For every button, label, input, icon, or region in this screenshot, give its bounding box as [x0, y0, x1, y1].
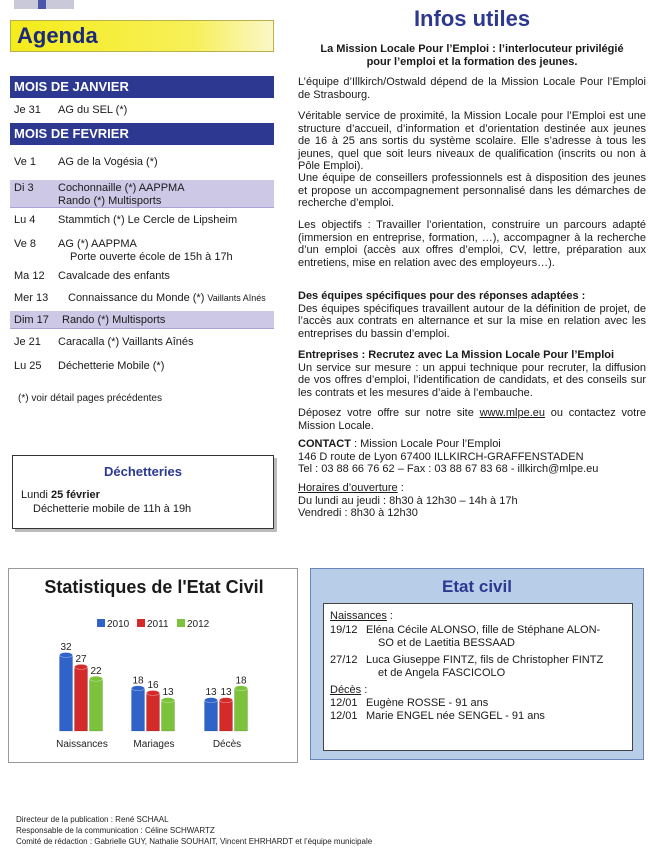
dechetteries-title: Déchetteries	[103, 464, 183, 479]
contact-line1	[298, 438, 646, 451]
agenda-date: Lu 4	[14, 214, 36, 226]
bar-chart	[9, 609, 299, 759]
naissances-heading	[330, 610, 393, 623]
naissance-text: Eléna Cécile ALONSO, fille de Stéphane ALON-	[366, 624, 601, 636]
legend-swatch-2011	[137, 619, 145, 627]
month-header-janvier: MOIS DE JANVIER	[10, 76, 274, 98]
hours-weekdays: Du lundi au jeudi : 8h30 à 12h30 – 14h à 17h	[298, 494, 518, 507]
hours-heading	[298, 482, 646, 495]
bar-Décès-2012	[235, 688, 248, 731]
deces-heading	[330, 684, 367, 697]
agenda-event: Caracalla (*) Vaillants Aînés	[58, 336, 194, 348]
agenda-event: AG du SEL (*)	[58, 104, 128, 116]
category-label: Décès	[212, 739, 242, 750]
agenda-event-text: Connaissance du Monde (*)	[68, 292, 205, 304]
agenda-date: Mer 13	[14, 292, 49, 304]
legend-label-2012: 2012	[187, 619, 210, 630]
bar-cap	[132, 686, 145, 691]
bar-Naissances-2011	[75, 667, 88, 731]
data-label: 13	[162, 687, 174, 699]
infos-paragraph	[298, 407, 646, 432]
bar-cap	[235, 686, 248, 691]
bar-Naissances-2012	[90, 679, 103, 731]
top-decoration-accent	[38, 0, 46, 9]
agenda-date: Je 21	[14, 336, 41, 348]
bar-Mariages-2012	[162, 700, 175, 731]
credit-committee: Comité de rédaction : Gabrielle GUY, Nathalie SOUHAIT, Vincent EHRHARDT et l’équipe municipale	[16, 837, 373, 846]
legend-label-2011: 2011	[147, 619, 169, 630]
hours-label: Horaires d’ouverture	[298, 482, 398, 494]
agenda-date: Ma 12	[14, 270, 45, 282]
agenda-row	[10, 156, 274, 170]
agenda-row	[10, 336, 274, 350]
bar-Mariages-2010	[132, 688, 145, 731]
agenda-row	[10, 292, 274, 306]
contact-address: 146 D route de Lyon 67400 ILLKIRCH-GRAFFENSTADEN	[298, 450, 584, 463]
agenda-event-2: Rando (*) Multisports	[58, 195, 162, 207]
infos-section	[298, 290, 646, 340]
bar-cap	[90, 676, 103, 681]
data-label: 13	[205, 687, 217, 699]
data-label: 27	[75, 653, 87, 665]
naissance-text-2: SO et de Laetitia BESSAAD	[378, 637, 515, 649]
data-label: 18	[132, 675, 144, 687]
category-label: Mariages	[133, 739, 175, 750]
agenda-date: Je 31	[14, 104, 41, 116]
bar-cap	[147, 691, 160, 696]
deces-label: Décès	[330, 684, 362, 696]
etat-civil-box	[310, 568, 644, 760]
agenda-event: Déchetterie Mobile (*)	[58, 360, 165, 372]
infos-subtitle-line1: La Mission Locale Pour l’Emploi : l’interlocuteur privilégié	[320, 43, 624, 55]
month-header-fevrier: MOIS DE FEVRIER	[10, 123, 274, 145]
legend-swatch-2012	[177, 619, 185, 627]
bar-Mariages-2011	[147, 693, 160, 731]
deces-colon: :	[361, 684, 368, 696]
hours-colon: :	[397, 482, 404, 494]
data-label: 16	[147, 680, 159, 691]
agenda-event-2: Porte ouverte école de 15h à 17h	[70, 251, 233, 263]
agenda-event: Cochonnaille (*) AAPPMA	[58, 182, 185, 194]
dechetteries-date: 25 février	[50, 489, 100, 501]
agenda-event: AG de la Vogésia (*)	[58, 156, 158, 168]
infos-paragraph: Un service sur mesure : un appui technique pour recruter, la diffusion de vos offres d’emploi, l’identification de candidats, et des conseils sur les contrats et les mesures d’aide à l’embauche.	[298, 361, 646, 399]
category-label: Naissances	[56, 739, 108, 750]
bar-Décès-2011	[220, 700, 233, 731]
chart-container	[8, 568, 298, 763]
data-label: 32	[60, 642, 72, 653]
agenda-date: Ve 8	[14, 238, 37, 250]
naissance-date: 19/12	[330, 624, 358, 636]
infos-paragraph: Véritable service de proximité, la Mission Locale pour l’Emploi est une structure d’accueil, d’information et d’orientation destinée aux jeunes de 16 à 25 ans sortis du système scolaire. Elle s’adresse à tous les jeunes, quel que soit leurs niveaux de qualification (inscrits ou non à Pôle Emploi).	[298, 110, 646, 173]
naissance-text-2: et de Angela FASCICOLO	[378, 667, 506, 679]
data-label: 22	[90, 665, 102, 677]
dechetteries-date-line	[21, 489, 100, 501]
bar-cap	[220, 698, 233, 703]
contact-phone: Tel : 03 88 66 76 62 – Fax : 03 88 67 83 68 - illkirch@mlpe.eu	[298, 463, 599, 476]
agenda-event	[68, 292, 266, 305]
bar-cap	[205, 698, 218, 703]
agenda-date: Ve 1	[14, 156, 37, 168]
infos-paragraph: Des équipes spécifiques travaillent autour de la définition de projet, de l’accès aux contrats en alternance et sur la mise en relation avec les entreprises du bassin d’emploi.	[298, 302, 646, 340]
credit-communication: Responsable de la communication : Céline SCHWARTZ	[16, 826, 215, 835]
infos-heading: Des équipes spécifiques pour des réponses adaptées :	[298, 290, 586, 302]
contact-label: CONTACT	[298, 438, 351, 450]
deces-date: 12/01	[330, 697, 358, 709]
bar-cap	[162, 698, 175, 703]
agenda-row	[10, 104, 274, 118]
agenda-event: Rando (*) Multisports	[62, 314, 166, 326]
legend-label-2010: 2010	[107, 619, 130, 630]
infos-subtitle-line2: pour l’emploi et la formation des jeunes.	[366, 56, 578, 68]
infos-heading: Entreprises : Recrutez avec La Mission Locale Pour l’Emploi	[298, 349, 615, 361]
naissance-text: Luca Giuseppe FINTZ, fils de Christopher FINTZ	[366, 654, 604, 666]
naissance-date: 27/12	[330, 654, 358, 666]
agenda-row	[10, 311, 274, 329]
agenda-row	[10, 360, 274, 374]
naissances-colon: :	[386, 610, 393, 622]
contact-block	[298, 438, 646, 476]
bar-Naissances-2010	[60, 655, 73, 731]
dechetteries-day: Lundi	[21, 489, 51, 501]
infos-offer-text-end: ou contactez votre Mission Locale.	[298, 407, 646, 432]
agenda-note: (*) voir détail pages précédentes	[18, 393, 162, 404]
infos-section	[298, 349, 646, 399]
agenda-date: Dim 17	[14, 314, 49, 326]
contact-name: : Mission Locale Pour l’Emploi	[350, 438, 501, 450]
dechetteries-detail: Déchetterie mobile de 11h à 19h	[33, 503, 192, 515]
hours-block	[298, 482, 646, 520]
agenda-date: Di 3	[14, 182, 34, 194]
etat-civil-content	[323, 603, 633, 751]
infos-title: Infos utiles	[413, 6, 531, 31]
mlpe-link[interactable]: www.mlpe.eu	[479, 407, 545, 419]
data-label: 13	[220, 687, 232, 699]
agenda-event: Cavalcade des enfants	[58, 270, 170, 282]
deces-text: Marie ENGEL née SENGEL - 91 ans	[366, 710, 545, 722]
agenda-header	[10, 20, 274, 52]
infos-paragraph: Une équipe de conseillers professionnels est à disposition des jeunes et propose un accompagnement personnalisé dans les démarches de recherche d’emploi.	[298, 172, 646, 210]
agenda-event: AG (*) AAPPMA	[58, 238, 137, 250]
agenda-row	[10, 238, 274, 266]
dechetteries-box	[12, 455, 274, 529]
agenda-title: Agenda	[17, 23, 98, 48]
bar-cap	[60, 653, 73, 658]
naissances-label: Naissances	[330, 610, 387, 622]
chart-title: Statistiques de l'Etat Civil	[44, 577, 264, 597]
deces-text: Eugène ROSSE - 91 ans	[366, 697, 489, 709]
deces-date: 12/01	[330, 710, 358, 722]
agenda-event-small: Vaillants Aînés	[207, 293, 266, 303]
agenda-row	[10, 214, 274, 228]
bar-cap	[75, 664, 88, 669]
infos-paragraph: L’équipe d’Illkirch/Ostwald dépend de la Mission Locale Pour l’Emploi de Strasbourg.	[298, 76, 646, 101]
infos-paragraph: Les objectifs : Travailler l’orientation, construire un parcours adapté (immersion en entreprise, formation, …), accompagner à la recherche d’un emploi (accès aux offres d’emploi, CV, lettre, préparation aux entretiens, mise en relation avec des employeurs…).	[298, 219, 646, 269]
credit-director: Directeur de la publication : René SCHAAL	[16, 815, 169, 824]
infos-offer-text: Déposez votre offre sur notre site	[298, 407, 480, 419]
agenda-row	[10, 180, 274, 208]
agenda-date: Lu 25	[14, 360, 42, 372]
etat-civil-title: Etat civil	[442, 577, 512, 596]
bar-Décès-2010	[205, 700, 218, 731]
hours-friday: Vendredi : 8h30 à 12h30	[298, 507, 418, 520]
agenda-row	[10, 270, 274, 284]
legend-swatch-2010	[97, 619, 105, 627]
agenda-event: Stammtich (*) Le Cercle de Lipsheim	[58, 214, 238, 226]
infos-subtitle	[298, 43, 646, 69]
data-label: 18	[235, 675, 247, 687]
